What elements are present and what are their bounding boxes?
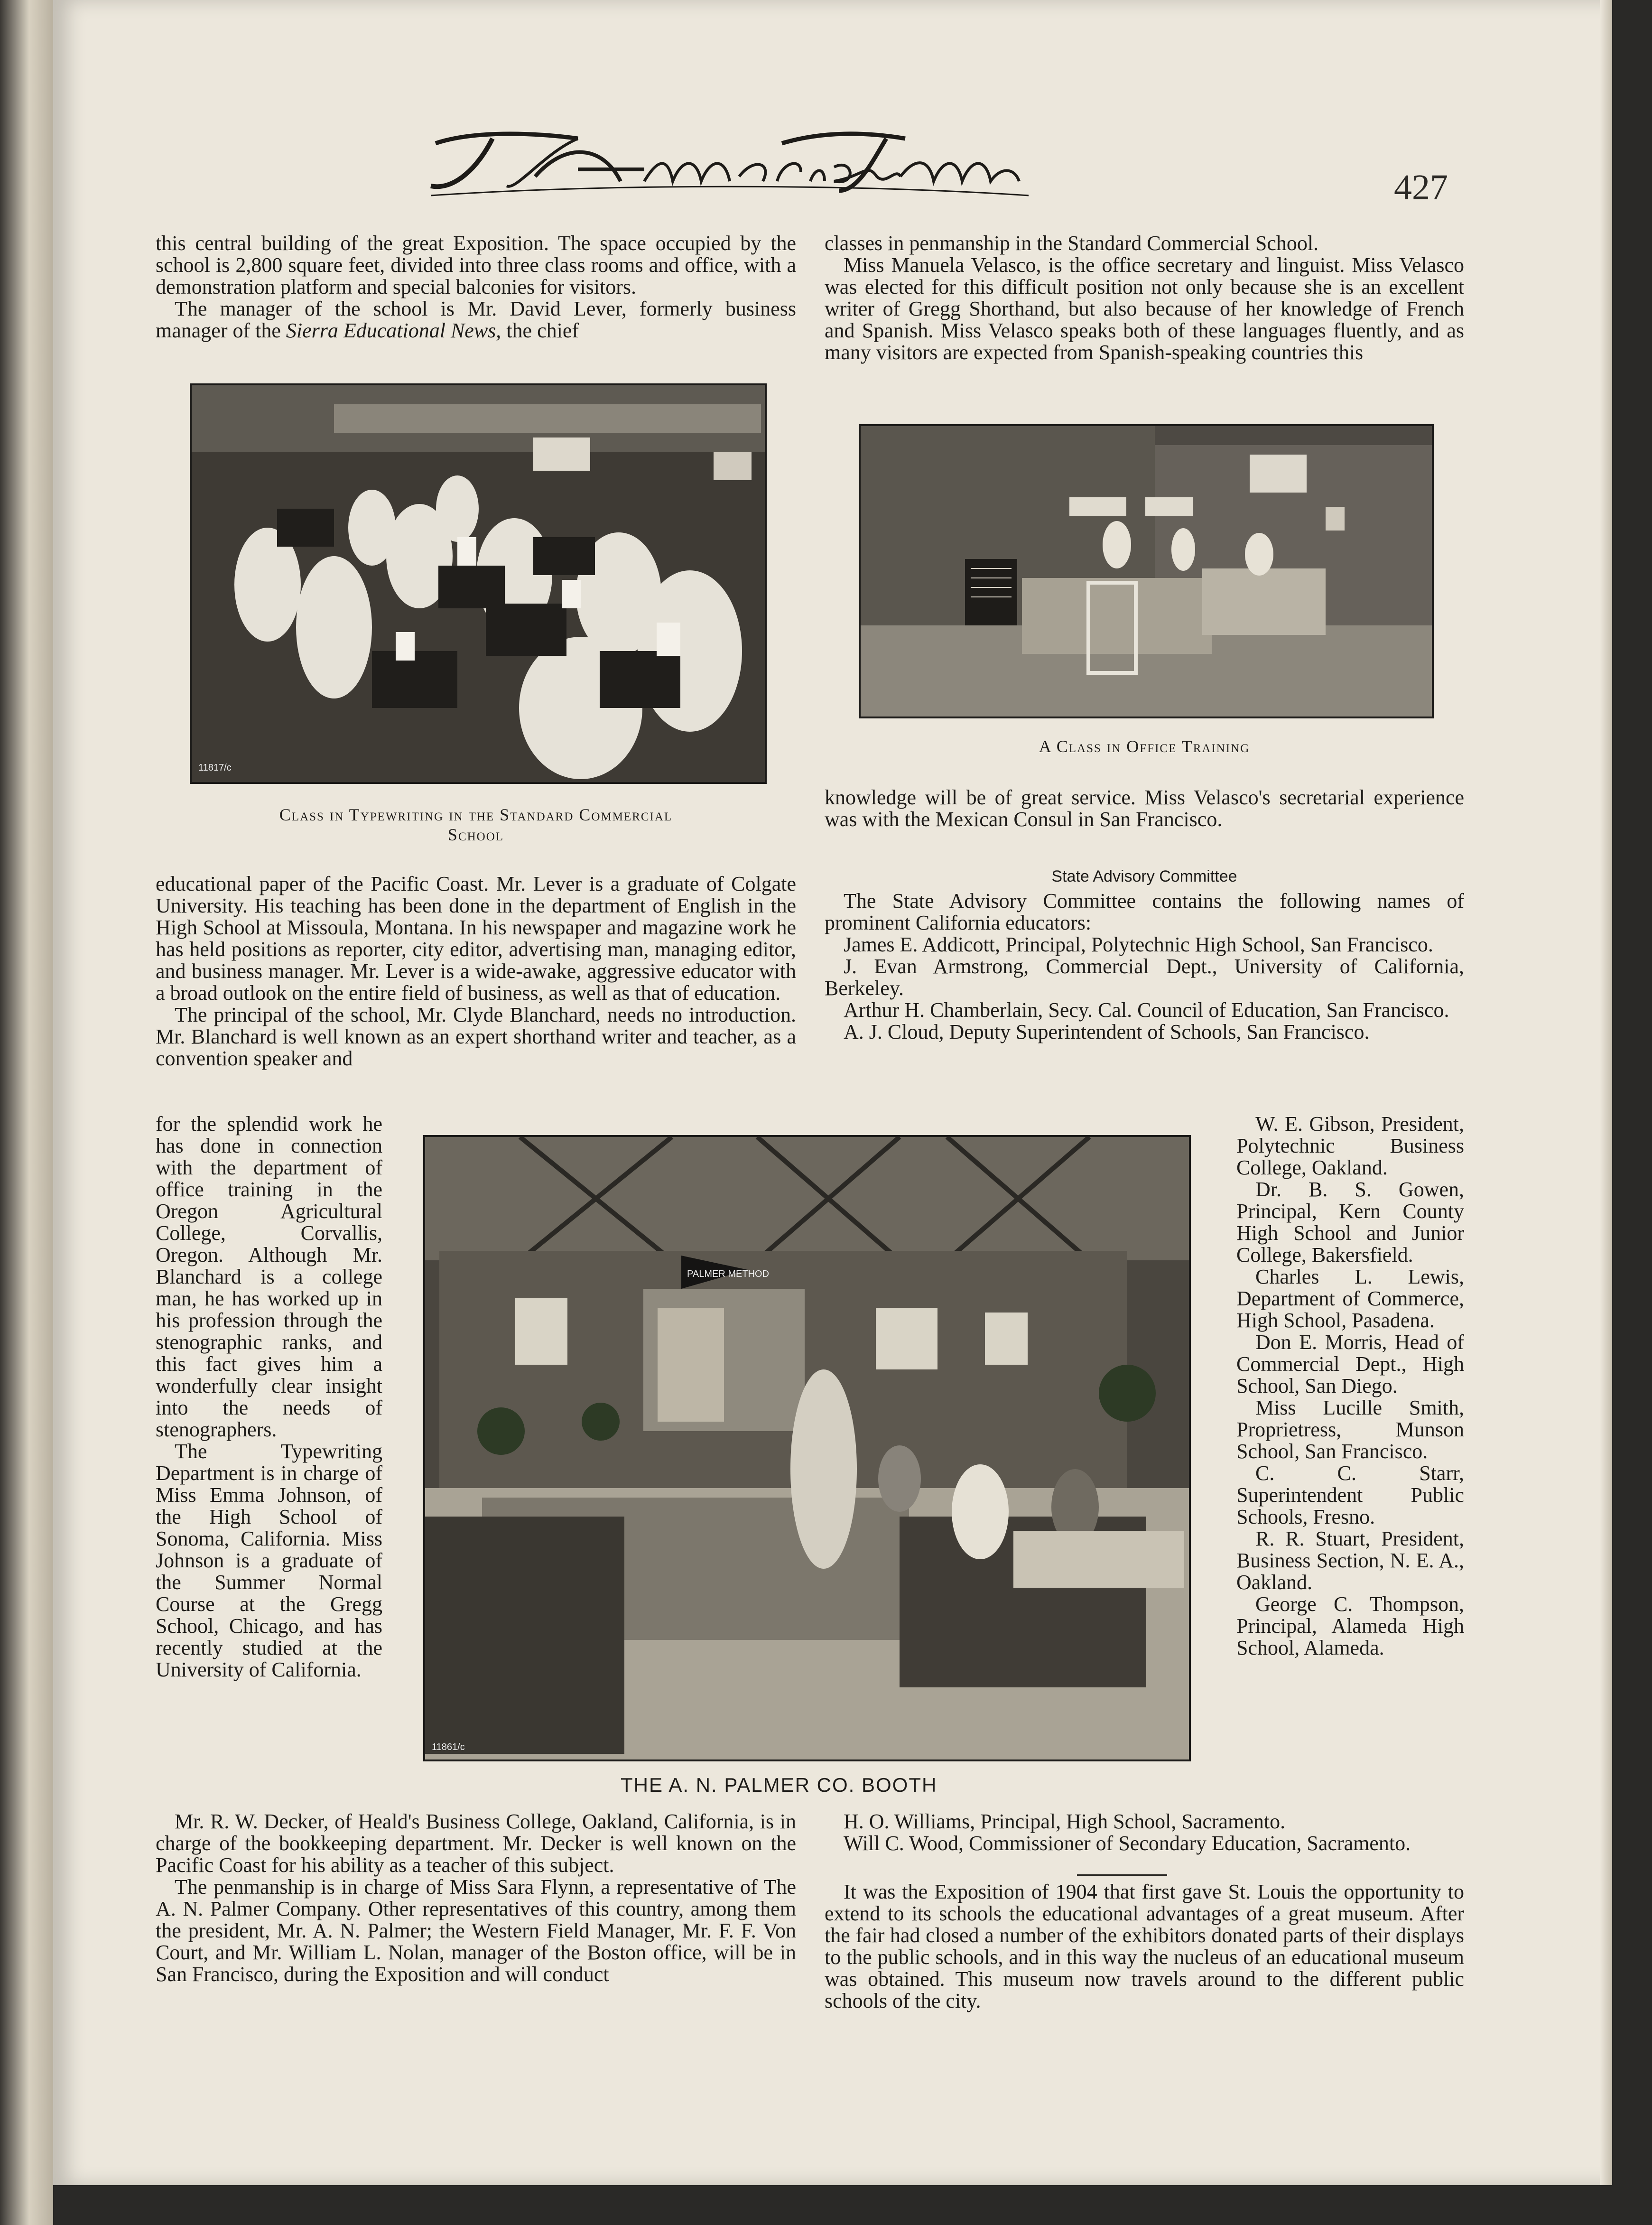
- right-bottom-text: [825, 1881, 1464, 2012]
- right-top-text: [825, 233, 1464, 363]
- masthead-logo: [421, 124, 1038, 205]
- paragraph: The State Advisory Committee contains the following names of prominent California educators:: [825, 889, 1464, 934]
- left-narrow-text: [156, 1113, 382, 1681]
- committee-member: A. J. Cloud, Deputy Superintendent of Schools, San Francisco.: [844, 1020, 1370, 1043]
- text-span: the chief: [501, 319, 579, 342]
- paragraph: Miss Manuela Velasco, is the office secretary and linguist. Miss Velasco was elected for this difficult position not only because she is an excellent writer of Gregg Shorthand, but also because of her knowledge of French and Spanish. Miss Velasco speaks both of these languages fluently, and as many visitors are expected from Spanish-speaking countries this: [825, 253, 1464, 364]
- paragraph: The principal of the school, Mr. Clyde Blanchard, needs no introduction. Mr. Blanchard is well known as an expert shorthand writer and teacher, as a convention speaker and: [156, 1003, 796, 1070]
- committee-member: J. Evan Armstrong, Commercial Dept., University of California, Berkeley.: [825, 955, 1464, 1000]
- committee-list-narrow: [1236, 1113, 1464, 1659]
- committee-member: H. O. Williams, Principal, High School, Sacramento.: [844, 1810, 1286, 1833]
- book-spine: [0, 0, 53, 2225]
- photo-palmer-booth: [423, 1135, 1191, 1761]
- caption-line: School: [447, 825, 504, 844]
- paragraph: The Typewriting Department is in charge of Miss Emma Johnson, of the High School of Sonoma, California. Miss Johnson is a graduate of the Summer Normal Course at the Gregg School, Chicago, and has recently studied at the University of California.: [156, 1440, 382, 1681]
- photo-caption-palmer-booth: THE A. N. PALMER CO. BOOTH: [621, 1774, 937, 1796]
- committee-list: [825, 890, 1464, 1043]
- page-number: 427: [1394, 168, 1448, 207]
- right-mid-text: [825, 787, 1464, 830]
- committee-member: W. E. Gibson, President, Polytechnic Business College, Oakland.: [1236, 1112, 1464, 1179]
- left-mid-text: [156, 873, 796, 1070]
- left-top-text: [156, 233, 796, 342]
- paragraph: [156, 298, 796, 342]
- committee-heading: State Advisory Committee: [1051, 867, 1237, 885]
- text-span: The manager of the school is Mr. David Lever, formerly business manager of the: [156, 297, 796, 342]
- section-divider: [1077, 1874, 1167, 1876]
- committee-member: James E. Addicott, Principal, Polytechnic High School, San Francisco.: [844, 933, 1433, 956]
- photo-caption-office-training: A Class in Office Training: [1039, 737, 1250, 756]
- committee-member: Charles L. Lewis, Department of Commerce, High School, Pasadena.: [1236, 1265, 1464, 1332]
- masthead-script-icon: [421, 124, 1038, 205]
- paragraph: for the splendid work he has done in connection with the department of office training in the Oregon Agricultural College, Corvallis, Oregon. Although Mr. Blanchard is a college man, he has worked up in his profession through the stenographic ranks, and this fact gives him a wonderfully clear insight into the needs of stenographers.: [156, 1112, 382, 1441]
- committee-member: C. C. Starr, Superintendent Public Schools, Fresno.: [1236, 1462, 1464, 1528]
- publication-title: Sierra Educational News,: [286, 319, 501, 342]
- paragraph: this central building of the great Exposition. The space occupied by the school is 2,800 square feet, divided into three class rooms and office, with a demonstration platform and special balconies for visitors.: [156, 232, 796, 298]
- plate-number: 11861/c: [432, 1742, 465, 1752]
- paragraph: educational paper of the Pacific Coast. Mr. Lever is a graduate of Colgate University. His teaching has been done in the department of English in the High School at Missoula, Montana. In his newspaper and magazine work he has held positions as reporter, city editor, advertising man, managing editor, and business manager. Mr. Lever is a wide-awake, aggressive educator with a broad outlook on the entire field of business, as well as that of education.: [156, 872, 796, 1005]
- photo-office-training: [859, 424, 1434, 718]
- photo-caption-typewriting: [156, 805, 796, 845]
- committee-member: Will C. Wood, Commissioner of Secondary Education, Sacramento.: [844, 1832, 1411, 1855]
- committee-member: George C. Thompson, Principal, Alameda High School, Alameda.: [1236, 1592, 1464, 1659]
- committee-member: Arthur H. Chamberlain, Secy. Cal. Council of Education, San Francisco.: [844, 998, 1449, 1022]
- photo-typewriting-class: [190, 383, 767, 784]
- left-bottom-text: [156, 1811, 796, 1985]
- paragraph: classes in penmanship in the Standard Commercial School.: [825, 232, 1319, 255]
- paragraph: It was the Exposition of 1904 that first gave St. Louis the opportunity to extend to its schools the educational advantages of a great museum. After the fair had closed a number of the exhibitors donated parts of their displays to the public schools, and in this way the nucleus of an educational museum was obtained. This museum now travels around to the different public schools of the city.: [825, 1880, 1464, 2012]
- pennant-text: PALMER METHOD: [687, 1269, 769, 1279]
- paragraph: Mr. R. W. Decker, of Heald's Business College, Oakland, California, is in charge of the bookkeeping department. Mr. Decker is well known on the Pacific Coast for his ability as a teacher of this subject.: [156, 1810, 796, 1877]
- caption-line: Class in Typewriting in the Standard Commercial: [279, 805, 673, 824]
- page-edge: [1600, 0, 1612, 2185]
- paragraph: The penmanship is in charge of Miss Sara Flynn, a representative of The A. N. Palmer Company. Other representatives of this country, among them the president, Mr. A. N. Palmer; the Western Field Manager, Mr. F. F. Von Court, and Mr. William L. Nolan, manager of the Boston office, will be in San Francisco, during the Exposition and will conduct: [156, 1875, 796, 1986]
- committee-member: Don E. Morris, Head of Commercial Dept., High School, San Diego.: [1236, 1331, 1464, 1397]
- committee-member: Dr. B. S. Gowen, Principal, Kern County High School and Junior College, Bakersfield.: [1236, 1178, 1464, 1266]
- plate-number: 11817/c: [198, 763, 232, 773]
- committee-list-bottom: [825, 1811, 1464, 1854]
- paragraph: knowledge will be of great service. Miss Velasco's secretarial experience was with the Mexican Consul in San Francisco.: [825, 786, 1464, 831]
- committee-member: Miss Lucille Smith, Proprietress, Munson School, San Francisco.: [1236, 1396, 1464, 1463]
- committee-member: R. R. Stuart, President, Business Section, N. E. A., Oakland.: [1236, 1527, 1464, 1594]
